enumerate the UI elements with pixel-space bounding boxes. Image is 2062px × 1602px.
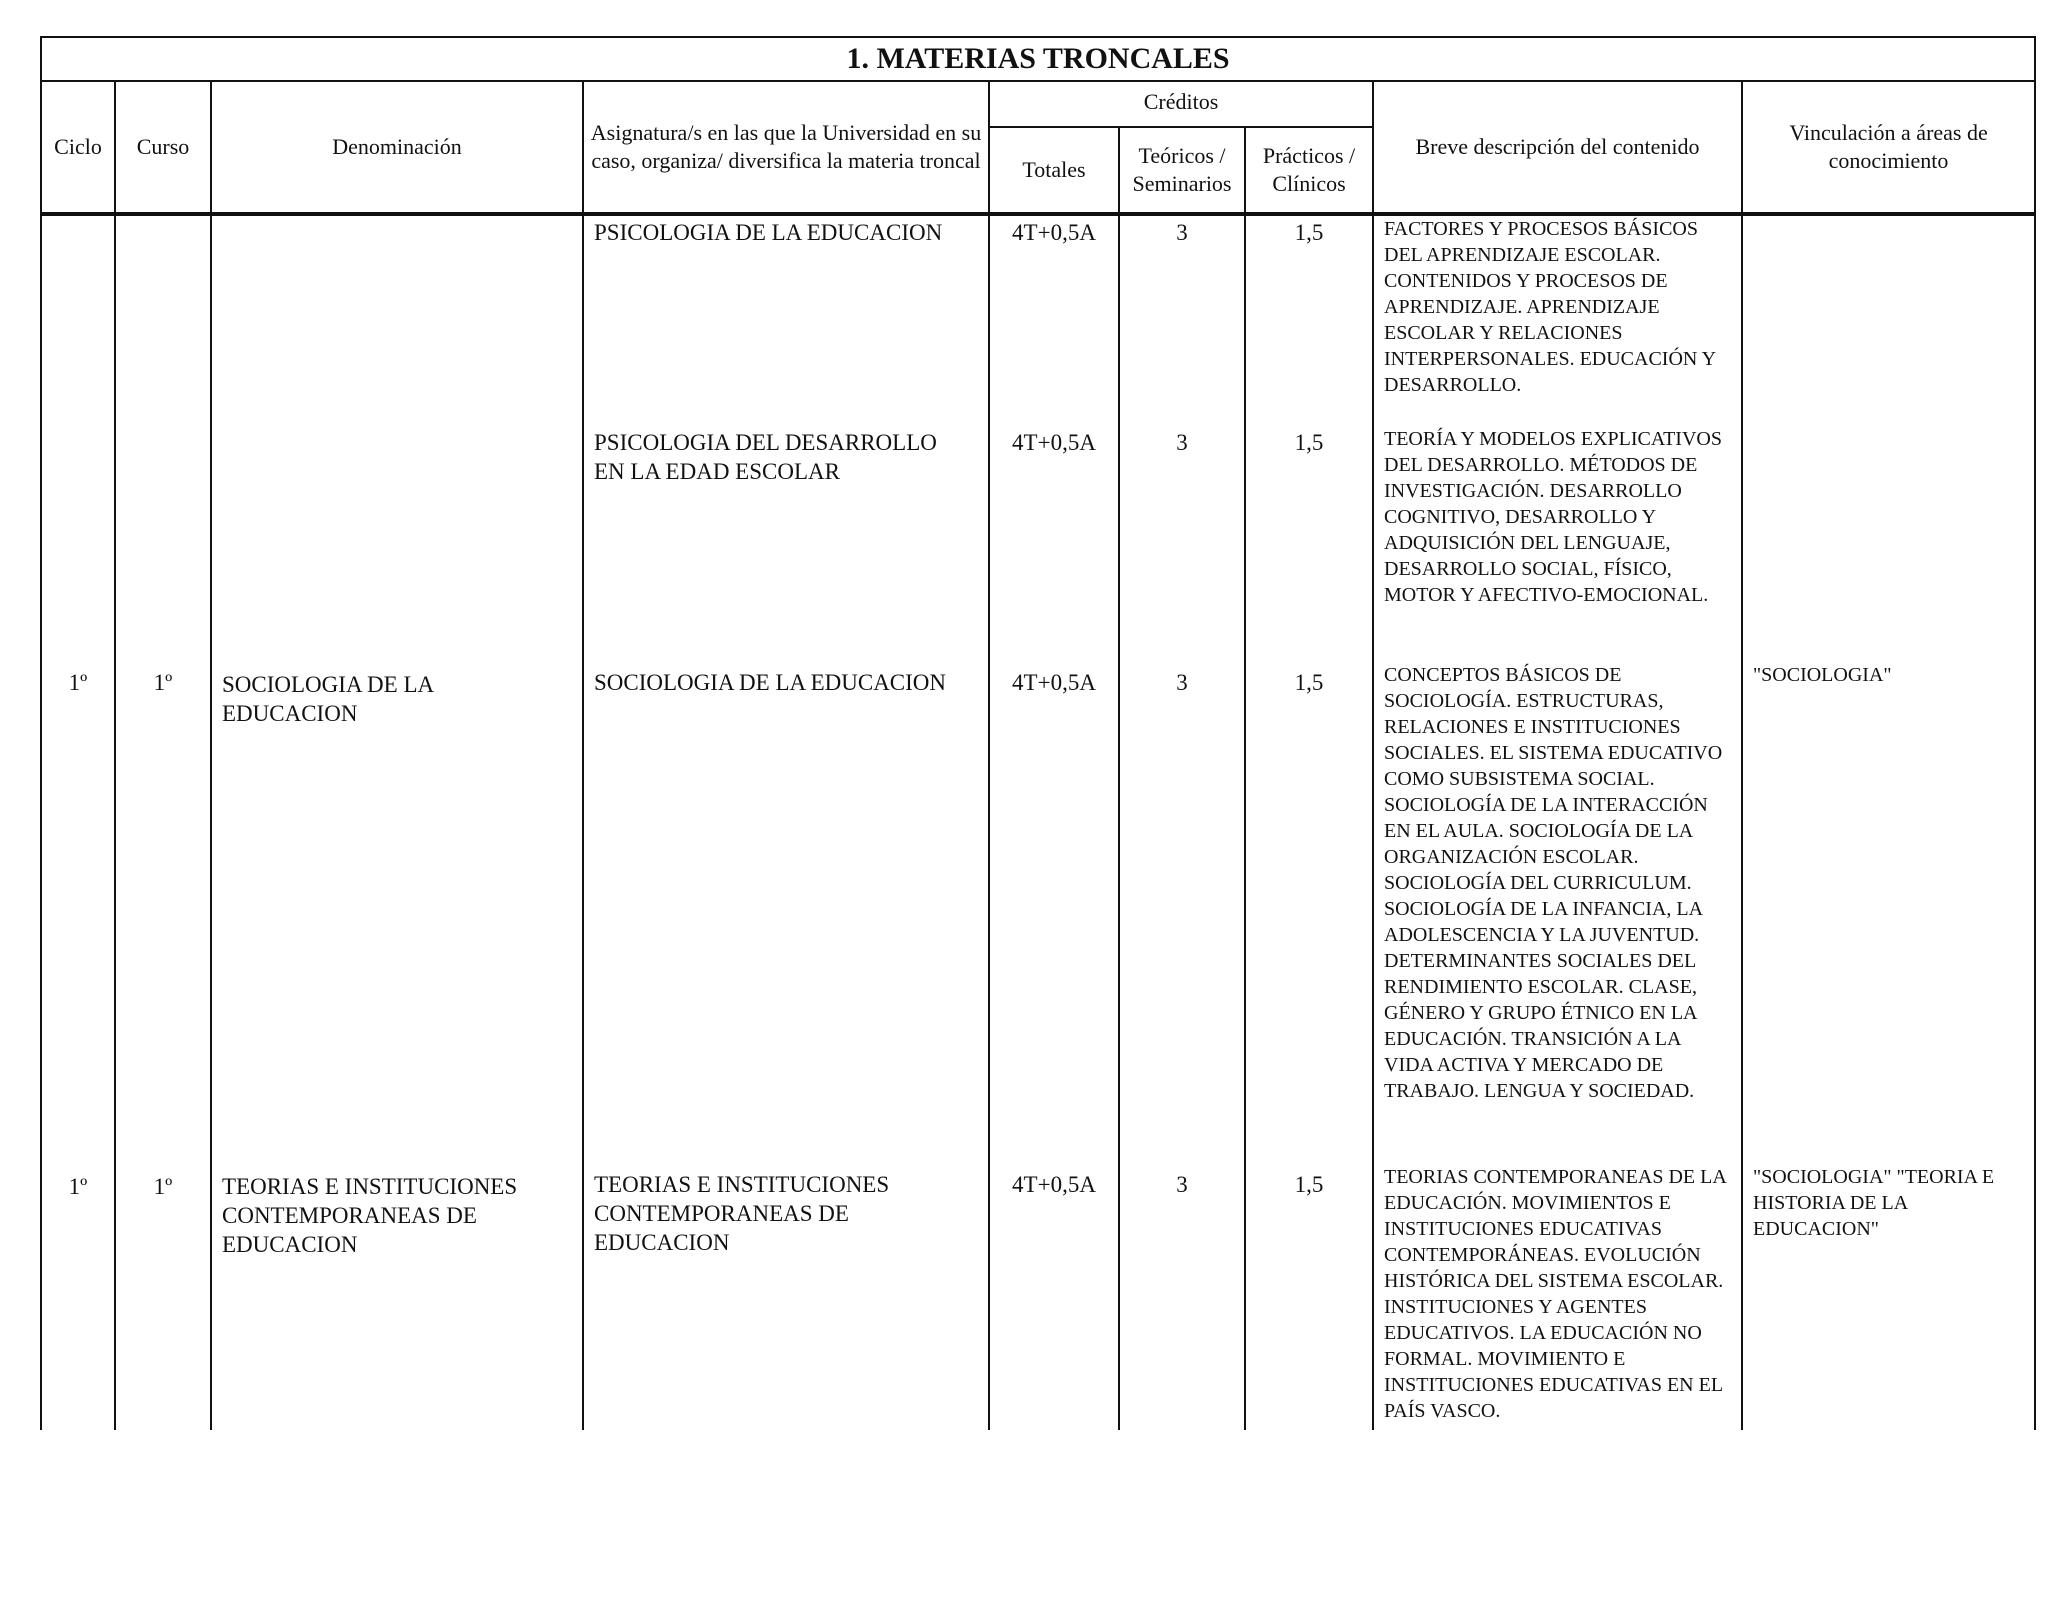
column-totales [989, 214, 1119, 1430]
teoricos-cell: 3 [1176, 1172, 1188, 1197]
practicos-cell: 1,5 [1294, 1172, 1324, 1197]
asignatura-cell: SOCIOLOGIA DE LA EDUCACION [594, 670, 947, 695]
totales-cell: 4T+0,5A [1012, 430, 1096, 455]
descripcion-cell: TEORÍA Y MODELOS EXPLICATIVOS DEL DESARROLLO. MÉTODOS DE INVESTIGACIÓN. DESARROLLO COGNITIVO, DESARROLLO Y ADQUISICIÓN DEL LENGUAJE, DESARROLLO SOCIAL, FÍSICO, MOTOR Y AFECTIVO-EMOCIONAL. [1384, 428, 1722, 606]
table-title: 1. MATERIAS TRONCALES [41, 37, 2035, 81]
descripcion-cell: TEORIAS CONTEMPORANEAS DE LA EDUCACIÓN. MOVIMIENTOS E INSTITUCIONES EDUCATIVAS CONTEMPORÁNEAS. EVOLUCIÓN HISTÓRICA DEL SISTEMA ESCOLAR. INSTITUCIONES Y AGENTES EDUCATIVOS. LA EDUCACIÓN NO FORMAL. MOVIMIENTO E INSTITUCIONES EDUCATIVAS EN EL PAÍS VASCO. [1384, 1166, 1726, 1422]
column-asignatura [583, 214, 989, 1430]
header-asignatura: Asignatura/s en las que la Universidad en su caso, organiza/ diversifica la materia troncal [583, 81, 989, 214]
column-practicos [1245, 214, 1373, 1430]
materias-troncales-table [40, 36, 2036, 1430]
curso-cell: 1º [153, 1174, 173, 1199]
header-practicos: Prácticos / Clínicos [1245, 127, 1373, 214]
header-descripcion: Breve descripción del contenido [1373, 81, 1742, 214]
header-totales: Totales [989, 127, 1119, 214]
denominacion-cell: TEORIAS E INSTITUCIONES CONTEMPORANEAS DE EDUCACION [222, 1174, 518, 1257]
asignatura-cell: PSICOLOGIA DE LA EDUCACION [594, 220, 943, 245]
column-teoricos [1119, 214, 1245, 1430]
column-vinculacion [1742, 214, 2035, 1430]
vinculacion-cell: "SOCIOLOGIA" [1753, 664, 1892, 686]
column-descripcion [1373, 214, 1742, 1430]
ciclo-cell: 1º [68, 1174, 88, 1199]
asignatura-cell: PSICOLOGIA DEL DESARROLLO EN LA EDAD ESCOLAR [594, 430, 937, 484]
header-curso: Curso [115, 81, 211, 214]
practicos-cell: 1,5 [1294, 220, 1324, 245]
header-denominacion: Denominación [211, 81, 583, 214]
descripcion-cell: CONCEPTOS BÁSICOS DE SOCIOLOGÍA. ESTRUCTURAS, RELACIONES E INSTITUCIONES SOCIALES. EL SISTEMA EDUCATIVO COMO SUBSISTEMA SOCIAL. SOCIOLOGÍA DE LA INTERACCIÓN EN EL AULA. SOCIOLOGÍA DE LA ORGANIZACIÓN ESCOLAR. SOCIOLOGÍA DEL CURRICULUM. SOCIOLOGÍA DE LA INFANCIA, LA ADOLESCENCIA Y LA JUVENTUD. DETERMINANTES SOCIALES DEL RENDIMIENTO ESCOLAR. CLASE, GÉNERO Y GRUPO ÉTNICO EN LA EDUCACIÓN. TRANSICIÓN A LA VIDA ACTIVA Y MERCADO DE TRABAJO. LENGUA Y SOCIEDAD. [1384, 664, 1723, 1102]
column-ciclo [41, 214, 115, 1430]
denominacion-cell: SOCIOLOGIA DE LA EDUCACION [222, 672, 433, 726]
totales-cell: 4T+0,5A [1012, 220, 1096, 245]
totales-cell: 4T+0,5A [1012, 1172, 1096, 1197]
vinculacion-cell: "SOCIOLOGIA" "TEORIA E HISTORIA DE LA EDUCACION" [1753, 1166, 1995, 1240]
header-vinculacion: Vinculación a áreas de conocimiento [1742, 81, 2035, 214]
column-curso [115, 214, 211, 1430]
teoricos-cell: 3 [1176, 220, 1188, 245]
ciclo-cell: 1º [68, 670, 88, 695]
teoricos-cell: 3 [1176, 430, 1188, 455]
practicos-cell: 1,5 [1294, 670, 1324, 695]
descripcion-cell: FACTORES Y PROCESOS BÁSICOS DEL APRENDIZAJE ESCOLAR. CONTENIDOS Y PROCESOS DE APRENDIZAJE. APRENDIZAJE ESCOLAR Y RELACIONES INTERPERSONALES. EDUCACIÓN Y DESARROLLO. [1384, 218, 1716, 396]
header-teoricos: Teóricos / Seminarios [1119, 127, 1245, 214]
curso-cell: 1º [153, 670, 173, 695]
asignatura-cell: TEORIAS E INSTITUCIONES CONTEMPORANEAS DE EDUCACION [594, 1172, 890, 1255]
header-ciclo: Ciclo [41, 81, 115, 214]
header-creditos: Créditos [989, 81, 1373, 127]
totales-cell: 4T+0,5A [1012, 670, 1096, 695]
column-denominacion [211, 214, 583, 1430]
teoricos-cell: 3 [1176, 670, 1188, 695]
practicos-cell: 1,5 [1294, 430, 1324, 455]
